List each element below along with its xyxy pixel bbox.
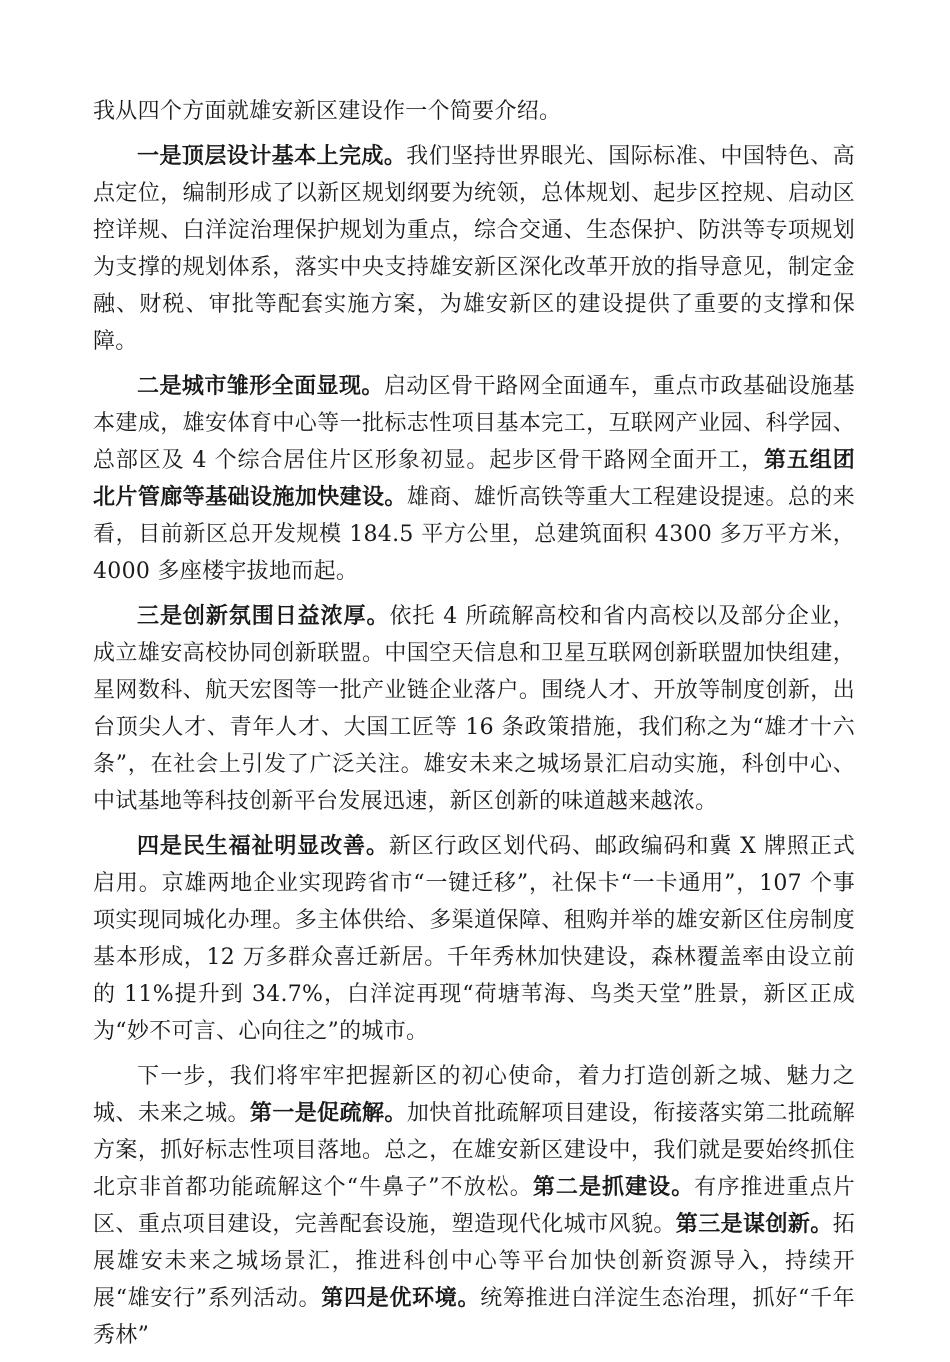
- bold-heading-text: 三是创新氛围日益浓厚。: [137, 603, 390, 629]
- bold-heading-text: 第一是促疏解。: [249, 1100, 407, 1126]
- document-body: [93, 93, 855, 1362]
- paragraph-text: 拓展雄安未来之城场景汇，推进科创中心等平台加快创新资源导入，持续开展“雄安行”系列活动。: [93, 1212, 855, 1311]
- paragraph-text: 有序推进重点片区、重点项目建设，完善配套设施，塑造现代化城市风貌。: [93, 1175, 855, 1237]
- paragraph-text: 我从四个方面就雄安新区建设作一个简要介绍。: [93, 99, 562, 124]
- paragraph-text: 雄商、雄忻高铁等重大工程建设提速。总的来看，目前新区总开发规模 184.5 平方公里，总建筑面积 4300 多万平方米，4000 多座楼宇拔地而起。: [93, 485, 855, 584]
- paragraph-text: 启动区骨干路网全面通车，重点市政基础设施基本建成，雄安体育中心等一批标志性项目基本完工，互联网产业园、科学园、总部区及 4 个综合居住片区形象初显。起步区骨干路网全面开工，: [93, 374, 855, 473]
- paragraph-text: 加快首批疏解项目建设，衔接落实第二批疏解方案，抓好标志性项目落地。总之，在雄安新区建设中，我们就是要始终抓住北京非首都功能疏解这个“牛鼻子”不放松。: [93, 1101, 855, 1200]
- paragraph-text: 统筹推进白洋淀生态治理，抓好“千年秀林”: [93, 1286, 855, 1348]
- body-paragraph: [93, 828, 855, 1050]
- paragraph-text: 我们坚持世界眼光、国际标准、中国特色、高点定位，编制形成了以新区规划纲要为统领，总体规划、起步区控规、启动区控详规、白洋淀治理保护规划为重点，综合交通、生态保护、防洪等专项规划为支撑的规划体系，落实中央支持雄安新区深化改革开放的指导意见，制定金融、财税、审批等配套实施方案，为雄安新区的建设提供了重要的支撑和保障。: [93, 144, 855, 354]
- bold-heading-text: 四是民生福祉明显改善。: [137, 833, 389, 859]
- body-paragraph: [93, 138, 855, 360]
- bold-heading-text: 第三是谋创新。: [675, 1211, 833, 1237]
- bold-heading-text: 第二是抓建设。: [532, 1174, 695, 1200]
- body-paragraph: [93, 1058, 855, 1354]
- paragraph-text: 下一步，我们将牢牢把握新区的初心使命，着力打造创新之城、魅力之城、未来之城。: [93, 1064, 855, 1126]
- bold-heading-text: 二是城市雏形全面显现。: [137, 373, 384, 399]
- bold-heading-text: 第四是优环境。: [321, 1285, 481, 1311]
- body-paragraph: [93, 598, 855, 820]
- bold-heading-text: 第五组团北片管廊等基础设施加快建设。: [93, 447, 855, 510]
- paragraph-text: 新区行政区划代码、邮政编码和冀 X 牌照正式启用。京雄两地企业实现跨省市“一键迁移”，社保卡“一卡通用”，107 个事项实现同城化办理。多主体供给、多渠道保障、租购并举的雄安新区住房制度基本形成，12 万多群众喜迁新居。千年秀林加快建设，森林覆盖率由设立前的 11%提升到 34.7%，白洋淀再现“荷塘苇海、鸟类天堂”胜景，新区正成为“妙不可言、心向往之”的城市。: [93, 834, 855, 1044]
- paragraph-text: 依托 4 所疏解高校和省内高校以及部分企业，成立雄安高校协同创新联盟。中国空天信息和卫星互联网创新联盟加快组建，星网数科、航天宏图等一批产业链企业落户。围绕人才、开放等制度创新，出台顶尖人才、青年人才、大国工匠等 16 条政策措施，我们称之为“雄才十六条”，在社会上引发了广泛关注。雄安未来之城场景汇启动实施，科创中心、中试基地等科技创新平台发展迅速，新区创新的味道越来越浓。: [93, 604, 855, 814]
- intro-paragraph: [93, 93, 855, 130]
- body-paragraph: [93, 368, 855, 590]
- bold-heading-text: 一是顶层设计基本上完成。: [137, 143, 407, 169]
